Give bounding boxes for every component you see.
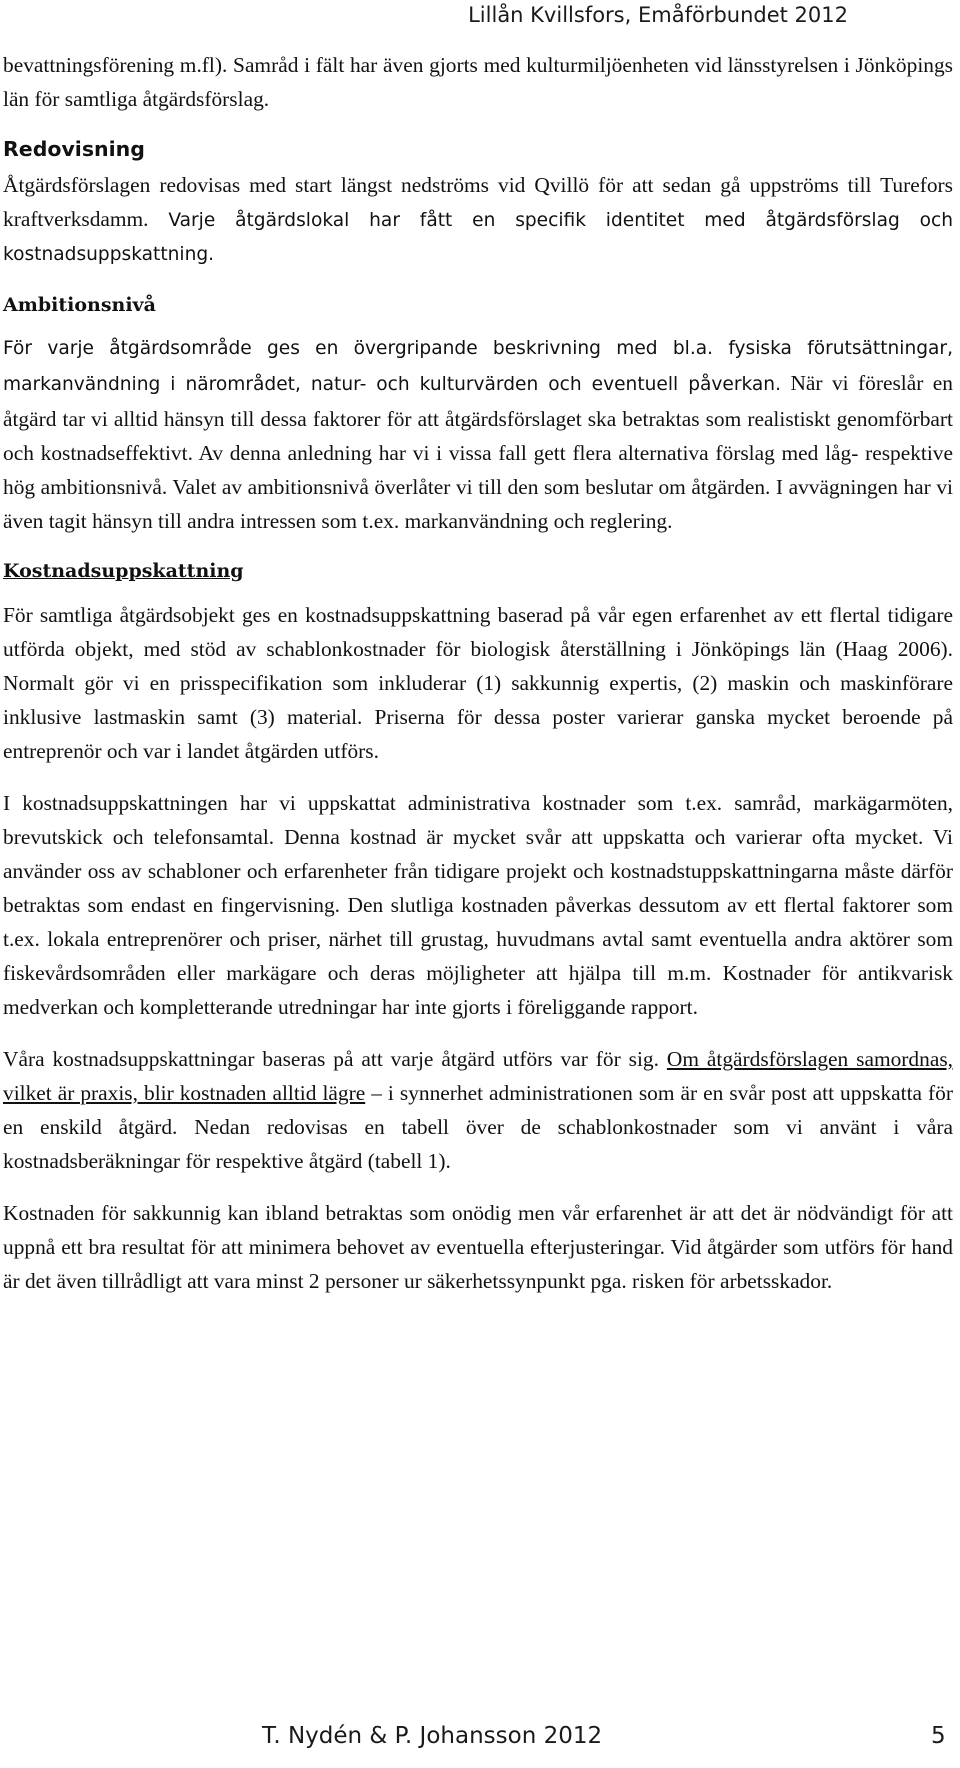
kostnad-paragraph-3 xyxy=(3,1042,953,1178)
kostnad-paragraph-2: I kostnadsuppskattningen har vi uppskattat administrativa kostnader som t.ex. samråd, markägarmöten, brevutskick och telefonsamtal. Denna kostnad är mycket svår att uppskatta och varierar ofta mycket. Vi använder oss av schabloner och erfarenheter från tidigare projekt och kostnadstuppskattningarna måste därför betraktas som endast en fingervisning. Den slutliga kostnaden påverkas dessutom av ett flertal faktorer som t.ex. lokala entreprenörer och priser, närhet till grustag, huvudmans avtal samt eventuella andra aktörer som fiskevårdsområden eller markägare och deras möjligheter att hjälpa till m.m. Kostnader för antikvarisk medverkan och kompletterande utredningar har inte gjorts i föreliggande rapport. xyxy=(3,791,953,1019)
kostnad-p3-rest: – i synnerhet administrationen som är en svår post att uppskatta för en enskild åtgärd. Nedan redovisas en tabell över de schablonkostnader som vi använt i våra kostnadsberäkningar för respektive åtgärd (tabell 1). xyxy=(3,1081,953,1173)
heading-kostnadsuppskattning: Kostnadsuppskattning xyxy=(3,560,244,582)
redovisning-sentence-2: Varje åtgärdslokal har fått en specifik identitet med åtgärdsförslag och kostnadsuppskattning. xyxy=(3,210,953,265)
footer-authors: T. Nydén & P. Johansson 2012 xyxy=(262,1723,603,1749)
heading-redovisning: Redovisning xyxy=(3,137,145,161)
kostnad-p3-intro: Våra kostnadsuppskattningar baseras på att varje åtgärd utförs var för sig. xyxy=(3,1047,667,1071)
ambitionsniva-part-2: När vi föreslår en åtgärd tar vi alltid hänsyn till dessa faktorer för att åtgärdsförslaget ska betraktas som realistiskt genomförbart och kostnadseffektivt. Av denna anledning har vi i vissa fall gett flera alternativa förslag med låg- respektive hög ambitionsnivå. Valet av ambitionsnivå överlåter vi till den som beslutar om åtgärden. I avvägningen har vi även tagit hänsyn till andra intressen som t.ex. markanvändning och reglering. xyxy=(3,371,954,533)
kostnad-paragraph-1: För samtliga åtgärdsobjekt ges en kostnadsuppskattning baserad på vår egen erfarenhet av ett flertal tidigare utförda objekt, med stöd av schablonkostnader för biologisk återställning i Jönköpings län (Haag 2006). Normalt gör vi en prisspecifikation som inkluderar (1) sakkunnig expertis, (2) maskin och maskinförare inklusive lastmaskin samt (3) material. Priserna för dessa poster varierar ganska mycket beroende på entreprenör och var i landet åtgärden utförs. xyxy=(3,603,953,763)
redovisning-paragraph xyxy=(3,168,953,272)
heading-ambitionsniva: Ambitionsnivå xyxy=(3,294,156,316)
kostnad-p3-underlined: Om åtgärdsförslagen samordnas, vilket är praxis, blir kostnaden alltid lägre xyxy=(3,1047,953,1105)
redovisning-sentence-1: Åtgärdsförslagen redovisas med start längst nedströms vid Qvillö för att sedan gå uppströms till Turefors kraftverksdamm. xyxy=(3,173,953,231)
page-body xyxy=(3,48,953,1316)
intro-paragraph: bevattningsförening m.fl). Samråd i fält har även gjorts med kulturmiljöenheten vid länsstyrelsen i Jönköpings län för samtliga åtgärdsförslag. xyxy=(3,53,953,111)
ambitionsniva-part-1: För varje åtgärdsområde ges en övergripande beskrivning med bl.a. fysiska förutsättningar, markanvändning i närområdet, natur- och kulturvärden och eventuell påverkan. xyxy=(3,338,953,395)
ambitionsniva-paragraph xyxy=(3,332,953,538)
running-header: Lillån Kvillsfors, Emåförbundet 2012 xyxy=(468,3,848,27)
page-number: 5 xyxy=(931,1723,946,1749)
kostnad-paragraph-4: Kostnaden för sakkunnig kan ibland betraktas som onödig men vår erfarenhet är att det är nödvändigt för att uppnå ett bra resultat för att minimera behovet av eventuella efterjusteringar. Vid åtgärder som utförs för hand är det även tillrådligt att vara minst 2 personer ur säkerhetssynpunkt pga. risken för arbetsskador. xyxy=(3,1201,953,1293)
